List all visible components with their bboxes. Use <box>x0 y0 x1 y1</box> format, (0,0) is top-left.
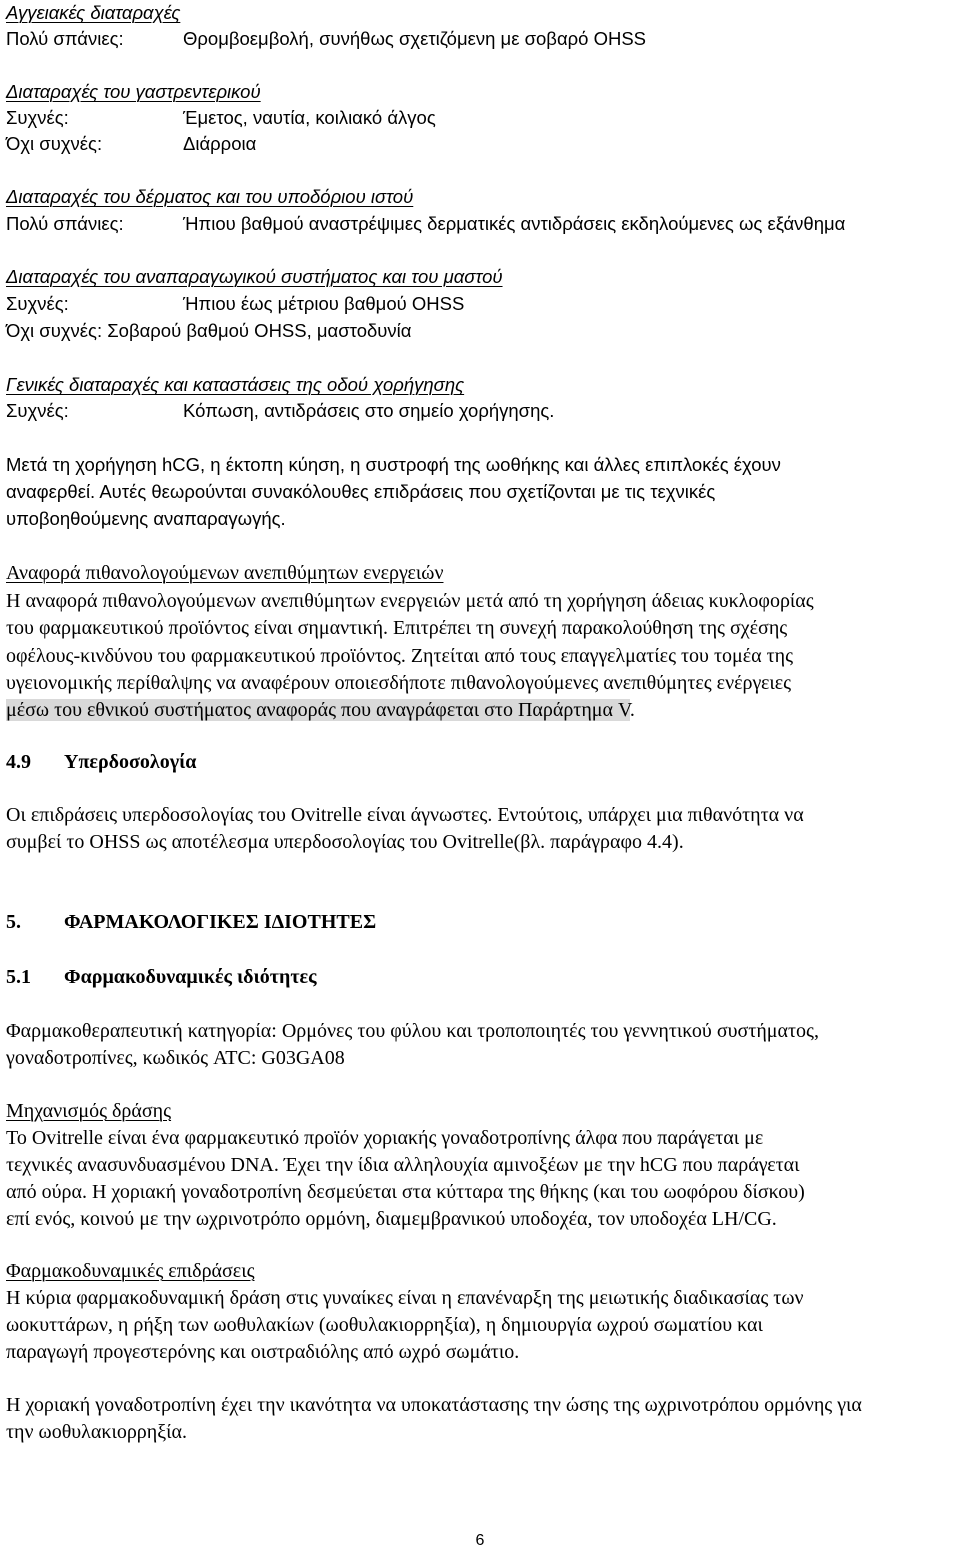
reproductive-row-2: Όχι συχνές: Σοβαρού βαθμού OHSS, μαστοδυνία <box>6 320 412 341</box>
skin-row <box>6 211 846 237</box>
reporting-line: Η αναφορά πιθανολογούμενων ανεπιθύμητων ενεργειών μετά από τη χορήγηση άδειας κυκλοφορίας <box>6 590 814 612</box>
final-line: Η χοριακή γοναδοτροπίνη έχει την ικανότητα να υποκατάστασης την ώσης της ωχρινοτρόπου ορμόνης για <box>6 1394 862 1416</box>
effects-heading: Φαρμακοδυναμικές επιδράσεις <box>6 1260 255 1282</box>
mechanism-line: επί ενός, κοινού με την ωχρινοτρόπο ορμόνη, διαμεμβρανικού υποδοχέα, τον υποδοχέα LH/CG. <box>6 1208 777 1230</box>
mechanism-line: Το Ovitrelle είναι ένα φαρμακευτικό προϊόν χοριακής γοναδοτροπίνης άλφα που παράγεται με <box>6 1127 764 1149</box>
final-line: την ωοθυλακιορρηξία. <box>6 1421 188 1443</box>
reporting-line: υγειονομικής περίθαλψης να αναφέρουν οποιεσδήποτε πιθανολογούμενες ανεπιθύμητες ενέργειες <box>6 672 792 694</box>
frequency-label: Πολύ σπάνιες: <box>6 28 124 49</box>
hcg-paragraph-line: υποβοηθούμενης αναπαραγωγής. <box>6 508 286 529</box>
effects-line: παραγωγή προγεστερόνης και οιστραδιόλης από ωχρό σωμάτιο. <box>6 1341 520 1363</box>
vascular-row <box>6 26 647 52</box>
reproductive-heading: Διαταραχές του αναπαραγωγικού συστήματος και του μαστού <box>6 266 503 287</box>
mechanism-line: τεχνικές ανασυνδυασμένου DNA. Έχει την ίδια αλληλουχία αμινοξέων με την hCG που παράγεται <box>6 1154 800 1176</box>
reaction-text: Διάρροια <box>183 133 257 154</box>
gastro-row-2 <box>6 131 257 157</box>
reaction-text: Ήπιου βαθμού αναστρέψιμες δερματικές αντιδράσεις εκδηλούμενες ως εξάνθημα <box>183 213 846 234</box>
overdose-line: συμβεί το OHSS ως αποτέλεσμα υπερδοσολογίας του Ovitrelle(βλ. παράγραφο 4.4). <box>6 831 684 853</box>
mechanism-line: από ούρα. Η χοριακή γοναδοτροπίνη δεσμεύεται στα κύτταρα της θήκης (και του ωοφόρου δίσκου) <box>6 1181 805 1203</box>
frequency-label: Συχνές: <box>6 400 69 421</box>
reaction-text: Έμετος, ναυτία, κοιλιακό άλγος <box>183 107 436 128</box>
general-heading: Γενικές διαταραχές και καταστάσεις της οδού χορήγησης <box>6 374 465 395</box>
general-row <box>6 398 555 424</box>
section-title: Φαρμακοδυναμικές ιδιότητες <box>64 966 317 988</box>
gastro-heading: Διαταραχές του γαστρεντερικού <box>6 81 261 102</box>
overdose-heading <box>6 749 197 775</box>
period: . <box>629 699 635 721</box>
section-number: 4.9 <box>6 751 31 773</box>
frequency-label: Συχνές: <box>6 107 69 128</box>
reaction-text: Θρομβοεμβολή, συνήθως σχετιζόμενη με σοβαρό OHSS <box>183 28 647 49</box>
section-number: 5. <box>6 911 21 933</box>
frequency-label: Πολύ σπάνιες: <box>6 213 124 234</box>
pharmacological-heading <box>6 909 377 935</box>
category-line: γοναδοτροπίνες, κωδικός ATC: G03GA08 <box>6 1047 345 1069</box>
section-title: Υπερδοσολογία <box>64 751 197 773</box>
page-number: 6 <box>475 1532 485 1549</box>
reaction-text: Ήπιου έως μέτριου βαθμού OHSS <box>183 293 465 314</box>
hcg-paragraph-line: αναφερθεί. Αυτές θεωρούνται συνακόλουθες επιδράσεις που σχετίζονται με τις τεχνικές <box>6 481 716 502</box>
overdose-line: Οι επιδράσεις υπερδοσολογίας του Ovitrelle είναι άγνωστες. Εντούτοις, υπάρχει μια πιθανότητα να <box>6 804 804 826</box>
vascular-heading: Αγγειακές διαταραχές <box>6 2 181 23</box>
effects-line: Η κύρια φαρμακοδυναμική δράση στις γυναίκες είναι η επανέναρξη της μειωτικής διαδικασίας των <box>6 1287 804 1309</box>
national-reporting-system-highlight: μέσω του εθνικού συστήματος αναφοράς που αναγράφεται στο Παράρτημα V <box>6 699 630 721</box>
reporting-line-last <box>6 697 635 723</box>
gastro-row-1 <box>6 105 436 131</box>
reporting-line: οφέλους-κινδύνου του φαρμακευτικού προϊόντος. Ζητείται από τους επαγγελματίες του τομέα της <box>6 645 793 667</box>
reporting-heading: Αναφορά πιθανολογούμενων ανεπιθύμητων ενεργειών <box>6 562 444 584</box>
hcg-paragraph-line: Μετά τη χορήγηση hCG, η έκτοπη κύηση, η συστροφή της ωοθήκης και άλλες επιπλοκές έχουν <box>6 454 781 475</box>
skin-heading: Διαταραχές του δέρματος και του υποδόριου ιστού <box>6 186 414 207</box>
section-number: 5.1 <box>6 966 31 988</box>
reproductive-row-1 <box>6 291 465 317</box>
section-title: ΦΑΡΜΑΚΟΛΟΓΙΚΕΣ ΙΔΙΟΤΗΤΕΣ <box>64 911 377 933</box>
reaction-text: Κόπωση, αντιδράσεις στο σημείο χορήγησης. <box>183 400 555 421</box>
pharmacodynamic-heading <box>6 964 317 990</box>
mechanism-heading: Μηχανισμός δράσης <box>6 1100 172 1122</box>
category-line: Φαρμακοθεραπευτική κατηγορία: Ορμόνες του φύλου και τροποποιητές του γεννητικού συστήματος, <box>6 1020 819 1042</box>
frequency-label: Όχι συχνές: <box>6 133 103 154</box>
frequency-label: Συχνές: <box>6 293 69 314</box>
effects-line: ωοκυττάρων, η ρήξη των ωοθυλακίων (ωοθυλακιορρηξία), η δημιουργία ωχρού σωματίου και <box>6 1314 763 1336</box>
reporting-line: του φαρμακευτικού προϊόντος είναι σημαντική. Επιτρέπει τη συνεχή παρακολούθηση της σχέσης <box>6 617 788 639</box>
